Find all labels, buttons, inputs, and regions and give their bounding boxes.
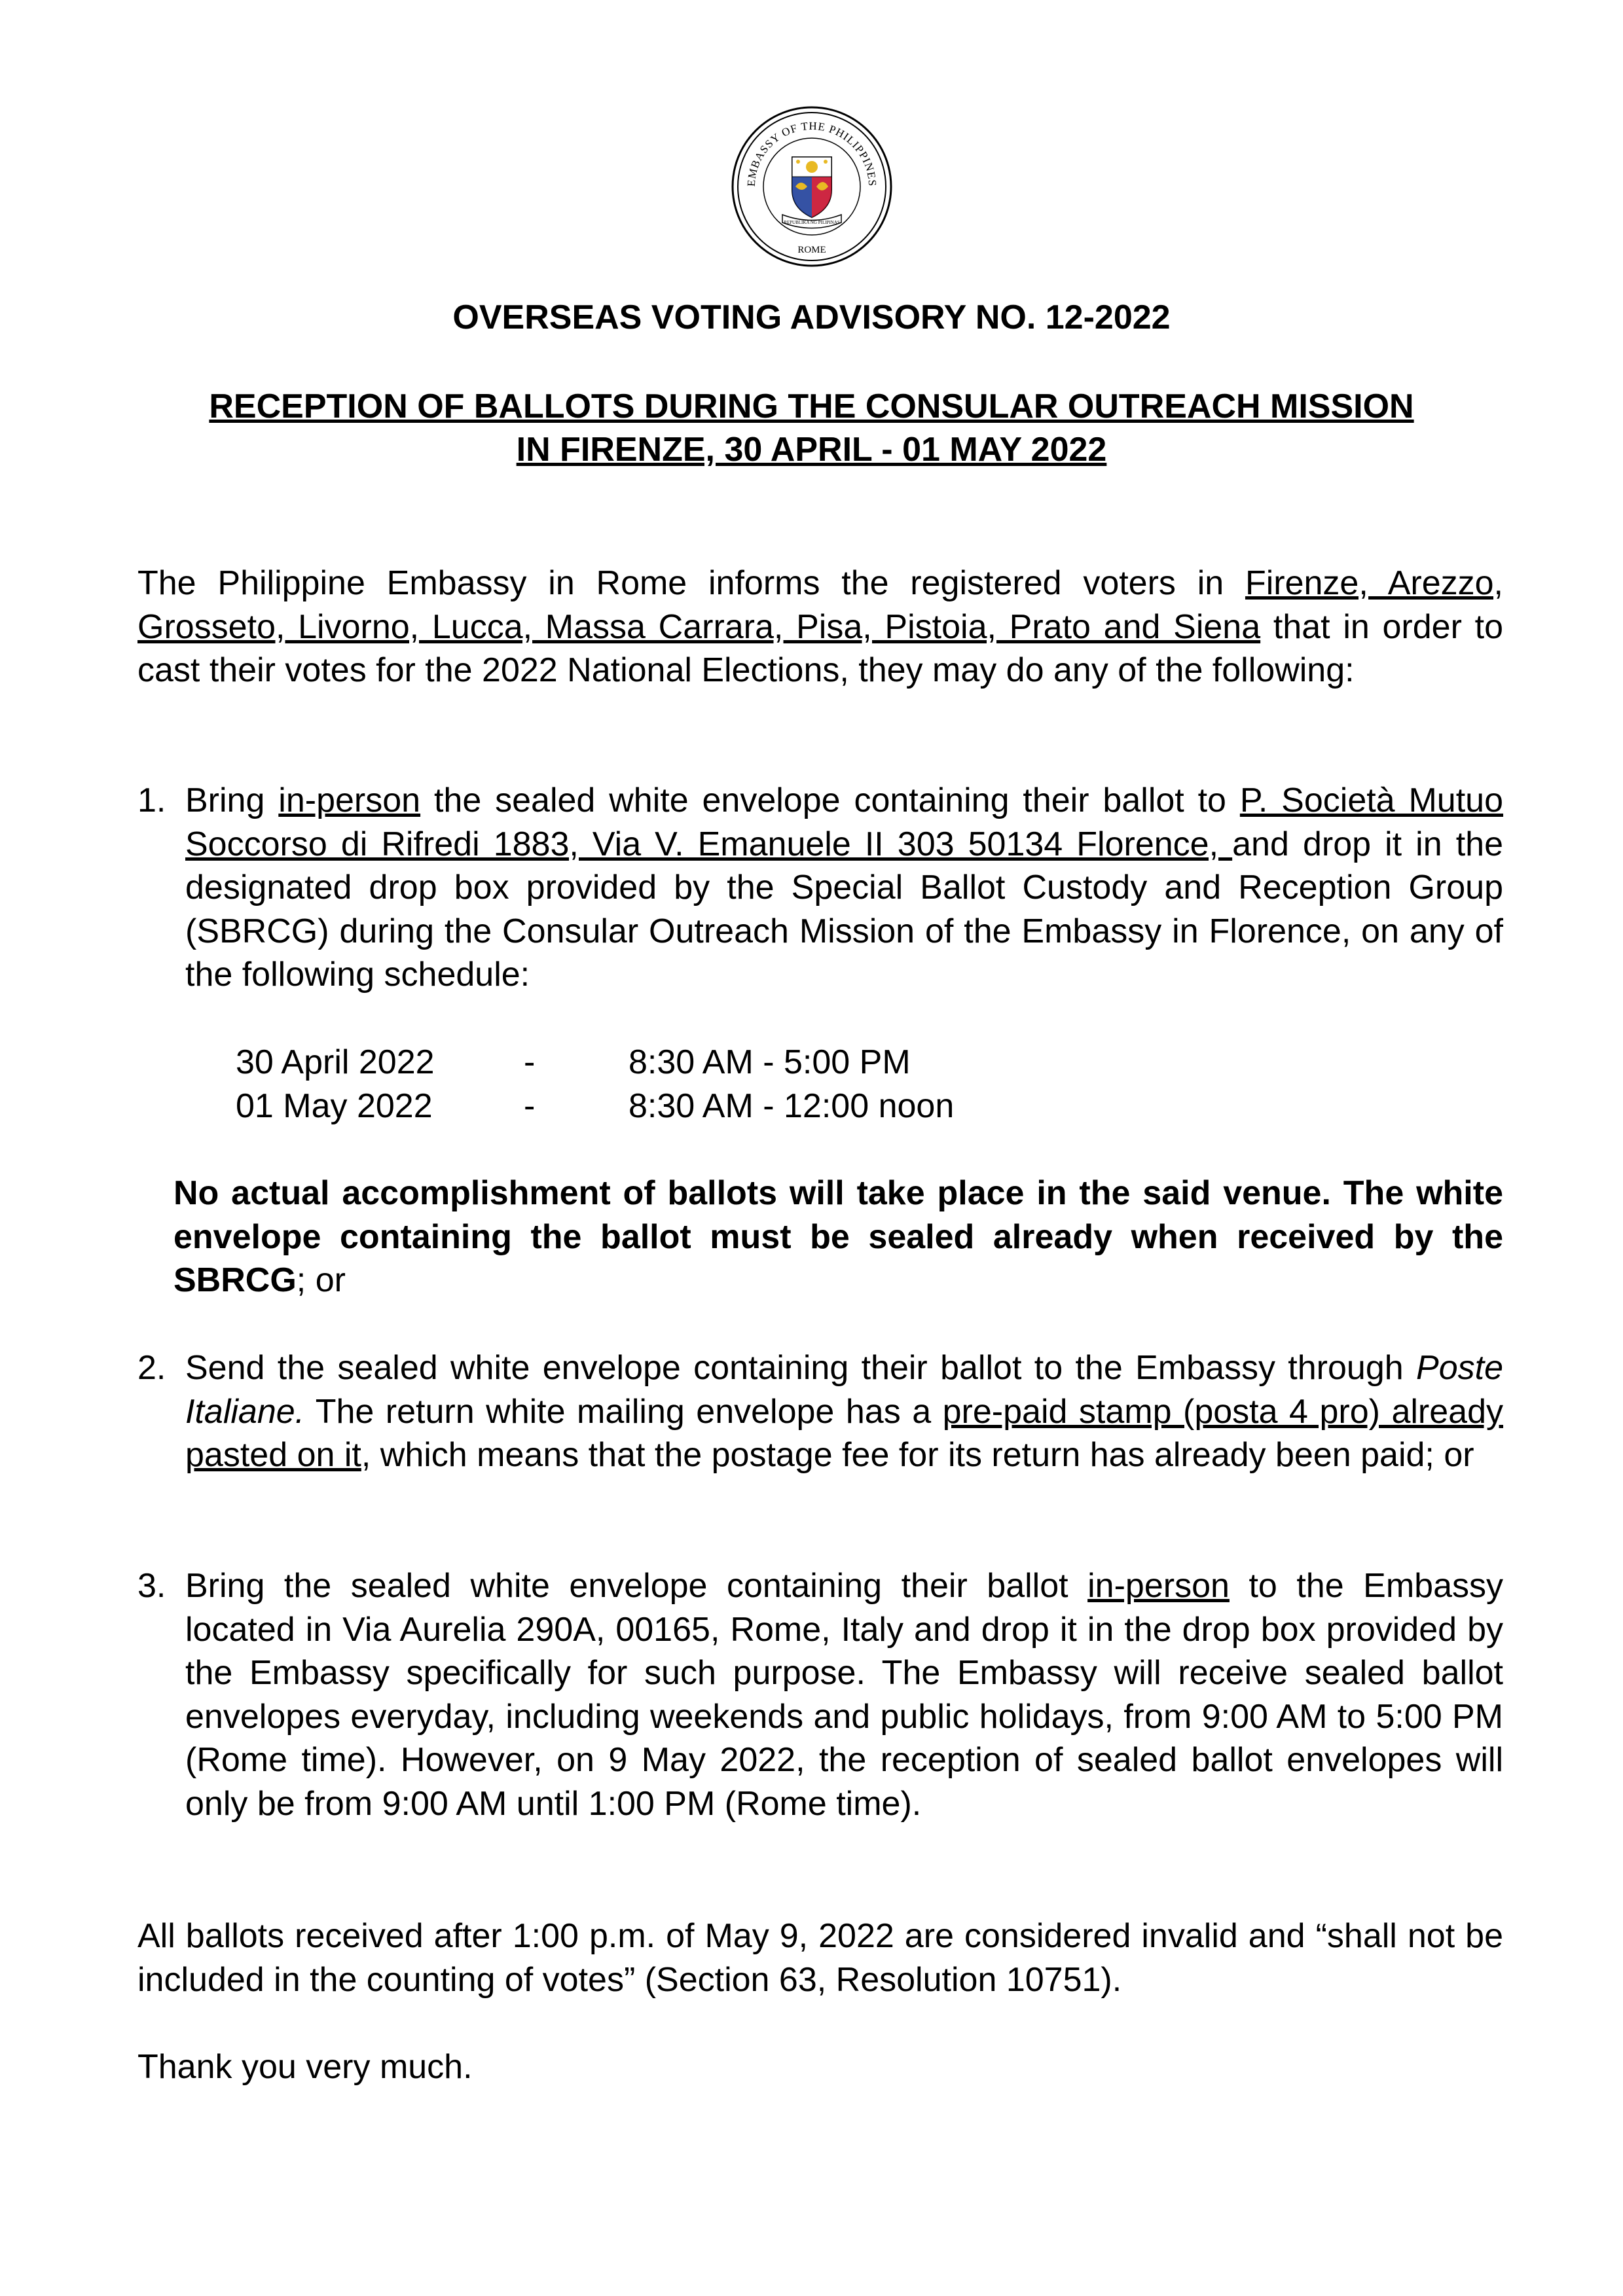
item-3-text-b: to the Embassy located in Via Aurelia 290A, 00165, Rome, Italy and drop it in the drop box provided by the Embassy specifically for such purpose. The Embassy will receive sealed ballot envelopes everyday, including weekends and public holidays, from 9:00 AM to 5:00 PM (Rome time). However, on 9 May 2022, the reception of sealed ballot envelopes will only be from 9:00 AM until 1:00 PM (Rome time). [185,1567,1503,1823]
seal-arc-text: EMBASSY OF THE PHILIPPINES [744,119,879,187]
item-1-text [185,779,1503,997]
item-3-text-a: Bring the sealed white envelope containing their ballot [185,1567,1088,1605]
item-1-text-c: and drop it in the designated drop box provided by the Special Ballot Custody and Reception Group (SBRCG) during the Consular Outreach Mission of the Embassy in Florence, on any of the following schedule: [185,825,1503,994]
item-2-text-b: The return white mailing envelope has a [304,1392,943,1431]
intro-text-b: that in order to cast their votes for the 2022 National Elections, they may do any of the following: [137,607,1503,689]
item-2-number: 2. [137,1349,166,1387]
item-1-note-bold: No actual accomplishment of ballots will take place in the said venue. The white envelope containing the ballot must be sealed already when received by the SBRCG [173,1174,1503,1299]
schedule-time: 8:30 AM - 12:00 noon [629,1087,955,1125]
item-1-number: 1. [137,781,166,819]
schedule-dash: - [524,1043,536,1081]
thanks-line: Thank you very much. [137,2048,473,2086]
advisory-title: OVERSEAS VOTING ADVISORY NO. 12-2022 [452,298,1171,336]
embassy-seal-graphic [730,105,894,268]
seal-banner-text: REPUBLIKA NG PILIPINAS [784,220,840,225]
intro-paragraph [137,562,1503,692]
schedule-time: 8:30 AM - 5:00 PM [629,1043,911,1081]
advisory-subtitle [0,385,1623,471]
item-2-stamp: pre-paid stamp (posta 4 pro) already pasted on it [185,1392,1503,1474]
item-1-text-a: Bring [185,781,279,819]
embassy-seal [730,105,894,268]
item-1-text-b: the sealed white envelope containing their ballot to [420,781,1240,819]
advisory-subtitle-line-1: RECEPTION OF BALLOTS DURING THE CONSULAR OUTREACH MISSION [209,387,1414,425]
schedule-date: 01 May 2022 [236,1087,433,1125]
intro-places: Firenze, Arezzo, Grosseto, Livorno, Lucca, Massa Carrara, Pisa, Pistoia, Prato and Siena [137,564,1503,646]
item-1-in-person: in-person [278,781,421,819]
schedule-dash: - [524,1087,536,1125]
intro-text-a: The Philippine Embassy in Rome informs the registered voters in [137,564,1245,602]
item-1-venue: P. Società Mutuo Soccorso di Rifredi 1883, Via V. Emanuele II 303 50134 Florence, [185,781,1504,863]
seal-bottom-text: ROME [797,245,826,255]
deadline-paragraph: All ballots received after 1:00 p.m. of May 9, 2022 are considered invalid and “shall not be included in the counting of votes” (Section 63, Resolution 10751). [137,1917,1503,1999]
item-2-poste: Poste Italiane. [185,1349,1503,1431]
item-2-text-a: Send the sealed white envelope containing their ballot to the Embassy through [185,1349,1417,1387]
advisory-subtitle-line-2: IN FIRENZE, 30 APRIL - 01 MAY 2022 [516,431,1107,469]
schedule-date: 30 April 2022 [236,1043,435,1081]
item-2-text-c: , which means that the postage fee for its return has already been paid; or [361,1436,1474,1474]
item-2-text [185,1346,1503,1477]
item-3-in-person: in-person [1087,1567,1230,1605]
item-3-text [185,1564,1503,1825]
item-1-note [173,1172,1503,1302]
item-3-number: 3. [137,1567,166,1605]
item-1-note-tail: ; or [296,1261,346,1299]
